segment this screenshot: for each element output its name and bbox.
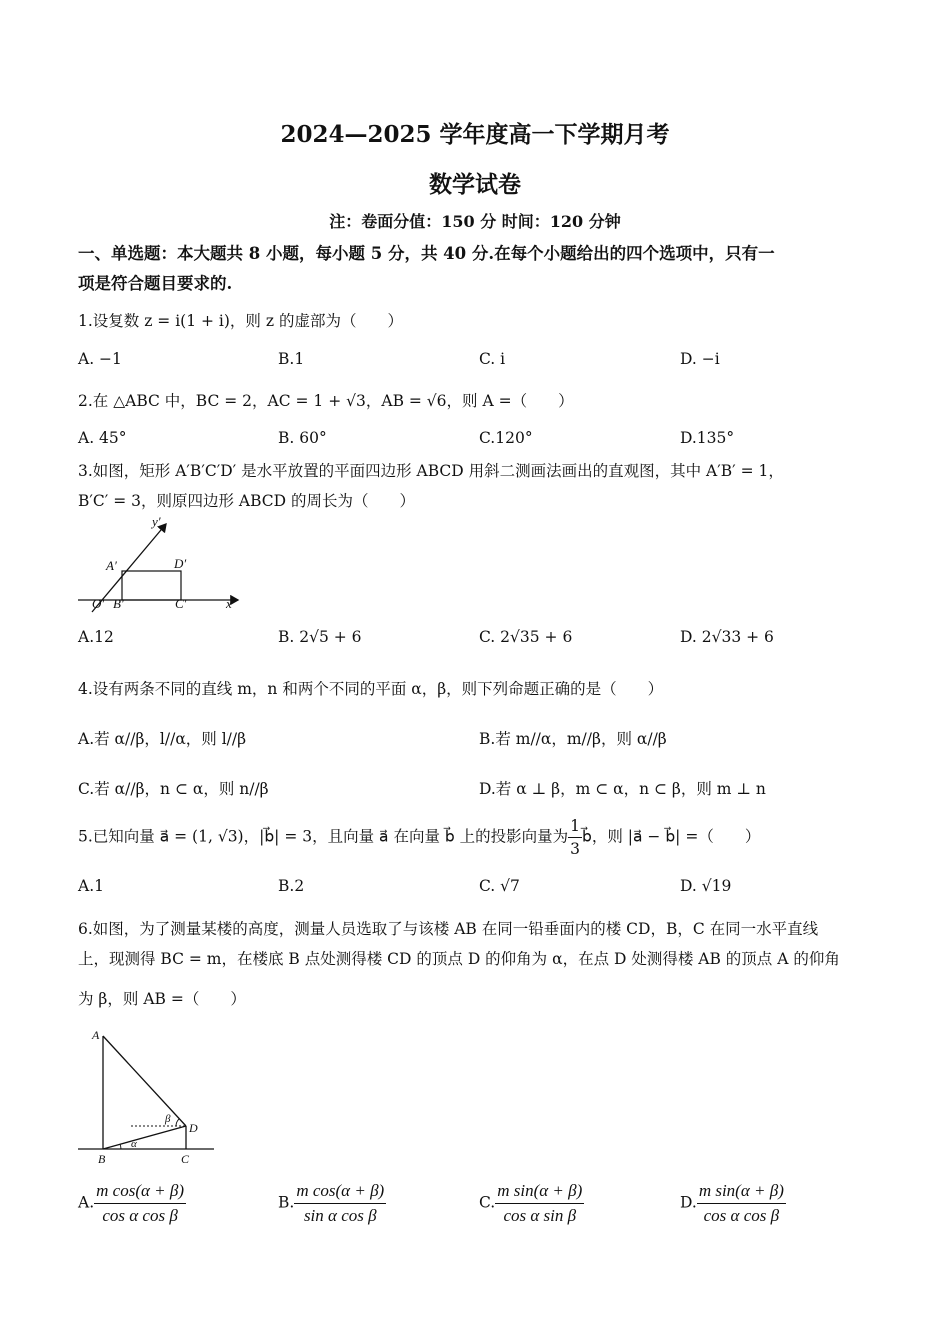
q6-option-c-numerator: m sin(α + β) [495, 1181, 584, 1204]
q3-label-c: C′ [175, 596, 187, 611]
q6-option-d-fraction [697, 1181, 786, 1226]
q3-label-y: y′ [152, 514, 161, 529]
q5-fraction [568, 817, 582, 858]
q6-option-a-letter: A. [78, 1193, 95, 1212]
section-heading-line2: 项是符合题目要求的. [78, 274, 233, 293]
question-3-stem-line2: B′C′ = 3，则原四边形 ABCD 的周长为（ ） [78, 492, 416, 510]
q5-option-d[interactable]: D. √19 [680, 877, 732, 895]
question-6-stem-line2: 上，现测得 BC = m，在楼底 B 点处测得楼 CD 的顶点 D 的仰角为 α，在点 D 处测得楼 AB 的顶点 A 的仰角 [78, 950, 840, 968]
q4-option-a[interactable]: A.若 α//β，l//α，则 l//β [78, 730, 247, 748]
q5-fraction-denominator: 3 [570, 840, 581, 858]
q3-label-x: x′ [226, 596, 235, 611]
question-2-stem: 2.在 △ABC 中，BC = 2，AC = 1 + √3，AB = √6，则 A =（ ） [78, 392, 574, 410]
q6-option-c-letter: C. [479, 1193, 496, 1212]
q5-option-b[interactable]: B.2 [278, 877, 305, 895]
q2-option-b[interactable]: B. 60° [278, 429, 327, 447]
q3-option-a[interactable]: A.12 [78, 628, 114, 646]
q6-label-beta: β [165, 1113, 171, 1125]
q2-option-d[interactable]: D.135° [680, 429, 735, 447]
q1-option-b[interactable]: B.1 [278, 350, 305, 368]
q1-option-a[interactable]: A. −1 [78, 350, 122, 368]
q5-stem-part2: b⃗，则 |a⃗ − b⃗| =（ ） [582, 827, 761, 846]
q3-label-o: O′ [92, 596, 105, 611]
q6-line-bd [103, 1126, 186, 1149]
q4-option-c[interactable]: C.若 α//β，n ⊂ α，则 n//β [78, 780, 269, 798]
question-6-stem-line3: 为 β，则 AB =（ ） [78, 990, 246, 1008]
q6-option-b-letter: B. [278, 1193, 295, 1212]
exam-subtitle: 数学试卷 [429, 171, 521, 198]
q6-option-b-denominator: sin α cos β [303, 1206, 377, 1225]
q6-option-b[interactable] [278, 1181, 386, 1226]
q6-option-c-fraction [495, 1181, 584, 1226]
question-3-stem-line1: 3.如图，矩形 A′B′C′D′ 是水平放置的平面四边形 ABCD 用斜二测画法画出的直观图，其中 A′B′ = 1， [78, 462, 784, 480]
q2-option-a[interactable]: A. 45° [78, 429, 127, 447]
q6-building-figure [76, 1026, 221, 1168]
q6-label-a: A [92, 1028, 100, 1042]
q1-option-c[interactable]: C. i [479, 350, 506, 368]
question-6-stem-line1: 6.如图，为了测量某楼的高度，测量人员选取了与该楼 AB 在同一铅垂面内的楼 CD，B，C 在同一水平直线 [78, 920, 819, 938]
q6-alpha-arc [120, 1144, 121, 1149]
q6-option-b-fraction [294, 1181, 386, 1226]
q4-option-b[interactable]: B.若 m//α，m//β，则 α//β [479, 730, 667, 748]
q1-option-d[interactable]: D. −i [680, 350, 720, 368]
question-4-stem: 4.设有两条不同的直线 m，n 和两个不同的平面 α，β，则下列命题正确的是（ ） [78, 680, 664, 698]
q5-option-a[interactable]: A.1 [78, 877, 104, 895]
q6-label-b: B [98, 1152, 106, 1166]
exam-note: 注：卷面分值：150 分 时间：120 分钟 [329, 212, 621, 231]
q4-option-d[interactable]: D.若 α ⊥ β，m ⊂ α，n ⊂ β，则 m ⊥ n [479, 780, 766, 798]
q6-option-a-denominator: cos α cos β [102, 1206, 178, 1225]
q6-option-a-numerator: m cos(α + β) [94, 1181, 186, 1204]
q6-label-alpha: α [131, 1138, 137, 1150]
q5-option-c[interactable]: C. √7 [479, 877, 520, 895]
q3-rectangle [122, 571, 181, 600]
q3-option-d[interactable]: D. 2√33 + 6 [680, 628, 774, 646]
q3-option-b[interactable]: B. 2√5 + 6 [278, 628, 362, 646]
q6-option-c[interactable] [479, 1181, 584, 1226]
q3-option-c[interactable]: C. 2√35 + 6 [479, 628, 573, 646]
question-1-stem: 1.设复数 z = i(1 + i)，则 z 的虚部为（ ） [78, 312, 403, 330]
q5-fraction-numerator: 1 [568, 817, 582, 838]
q6-option-d-numerator: m sin(α + β) [697, 1181, 786, 1204]
q6-label-d: D [189, 1121, 198, 1135]
q6-option-a-fraction [94, 1181, 186, 1226]
q6-option-d-denominator: cos α cos β [703, 1206, 780, 1225]
section-heading-line1: 一、单选题：本大题共 8 小题，每小题 5 分，共 40 分.在每个小题给出的四个选项中，只有一 [78, 244, 775, 263]
q6-option-d[interactable] [680, 1181, 786, 1226]
q3-oblique-figure [76, 512, 246, 612]
q6-label-c: C [181, 1152, 190, 1166]
q3-label-a: A′ [106, 558, 117, 573]
q3-label-b: B′ [113, 596, 124, 611]
q6-option-b-numerator: m cos(α + β) [294, 1181, 386, 1204]
exam-title: 2024—2025 学年度高一下学期月考 [280, 121, 670, 148]
q6-option-d-letter: D. [680, 1193, 697, 1212]
q6-line-ad [103, 1036, 186, 1126]
q6-option-a[interactable] [78, 1181, 186, 1226]
q5-stem-part1: 5.已知向量 a⃗ = (1, √3)，|b⃗| = 3，且向量 a⃗ 在向量 b⃗ 上的投影向量为 [78, 827, 569, 846]
q3-label-d: D′ [174, 556, 187, 571]
question-5-stem [78, 817, 760, 858]
q6-beta-arc [176, 1119, 179, 1126]
q2-option-c[interactable]: C.120° [479, 429, 533, 447]
q6-option-c-denominator: cos α sin β [503, 1206, 577, 1225]
